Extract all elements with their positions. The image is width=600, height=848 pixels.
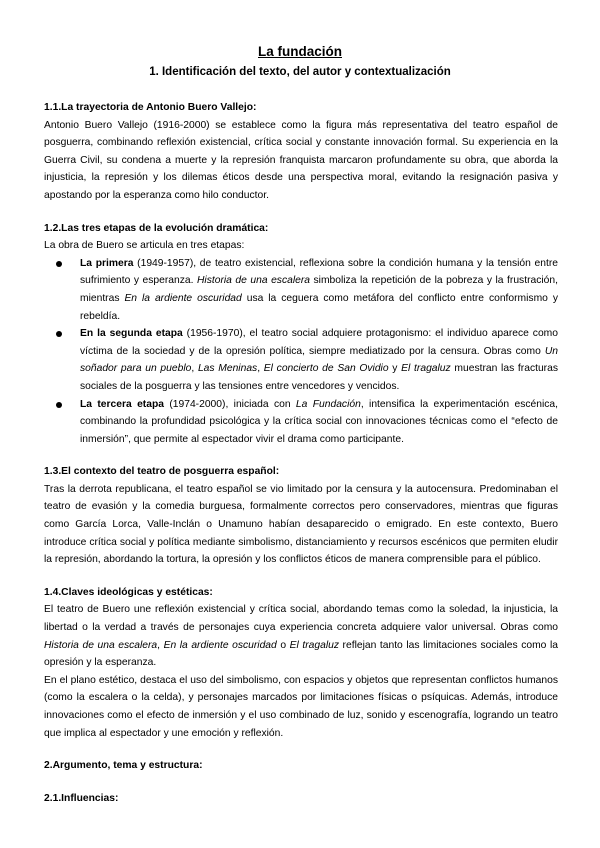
- section-heading-contexto: 1.3.El contexto del teatro de posguerra español:: [44, 466, 280, 478]
- bullet-icon: [56, 402, 62, 408]
- paragraph-contexto: Tras la derrota republicana, el teatro español se vio limitado por la censura y la autocensura. Predominaban el teatro de evasión y la comedia burguesa, formalmente correctos pero conservadores, mientras que figuras como García Lorca, Valle-Inclán o Unamuno habían desaparecido o emigrado. En este contexto, Buero introduce crítica social y política mediante simbolismo, distanciamiento y recursos escénicos que permiten eludir la represión, abordando la tortura, la opresión y los conflictos éticos de manera comprensible para el público.: [44, 483, 558, 566]
- section-heading-etapas: 1.2.Las tres etapas de la evolución dramática:: [44, 222, 269, 234]
- page-title: La fundación: [258, 44, 342, 59]
- section-heading-argumento: 2.Argumento, tema y estructura:: [44, 760, 203, 772]
- bullet-icon: [56, 331, 62, 337]
- paragraph-claves-2: En el plano estético, destaca el uso del simbolismo, con espacios y objetos que representan conflictos humanos (como la escalera o la celda), y personajes marcados por limitaciones físicas o psíquicas. Además, introduce innovaciones como el efecto de inmersión y el uso combinado de luz, sonido y escenografía, logrando un teatro que implica al espectador y une emoción y reflexión.: [44, 674, 558, 739]
- list-item: La tercera etapa (1974-2000), iniciada con La Fundación, intensifica la experimentación escénica, combinando la profundidad psicológica y la crítica social con innovaciones técnicas como el “efecto de inmersión”, que permite al espectador vivir el drama como participante.: [80, 396, 558, 449]
- page-subtitle: 1. Identificación del texto, del autor y contextualización: [149, 66, 451, 78]
- bullet-icon: [56, 261, 62, 267]
- list-item: En la segunda etapa (1956-1970), el teatro social adquiere protagonismo: el individuo aparece como víctima de la sociedad y de la opresión política, siempre mediatizado por la censura. Obras como Un soñador para un pueblo, Las Meninas, El concierto de San Ovidio y El tragaluz muestran las fracturas sociales de la posguerra y las tensiones entre vencedores y vencidos.: [80, 325, 558, 395]
- etapas-list: [44, 255, 558, 449]
- list-item: La primera (1949-1957), de teatro existencial, reflexiona sobre la condición humana y la tensión entre sufrimiento y esperanza. Historia de una escalera simboliza la repetición de la pobreza y la frustración, mientras En la ardiente oscuridad usa la ceguera como metáfora del conflicto entre conformismo y rebeldía.: [80, 255, 558, 325]
- paragraph-etapas-intro: La obra de Buero se articula en tres etapas:: [44, 240, 245, 252]
- document-body: [44, 99, 558, 807]
- paragraph-claves-1: El teatro de Buero une reflexión existencial y crítica social, abordando temas como la soledad, la injusticia, la libertad o la verdad a través de personajes cuya experiencia concreta adquiere valor universal. Obras como Historia de una escalera, En la ardiente oscuridad o El tragaluz reflejan tanto las limitaciones sociales como la opresión y la esperanza.: [44, 604, 558, 669]
- section-heading-trayectoria: 1.1.La trayectoria de Antonio Buero Vallejo:: [44, 102, 257, 113]
- paragraph-trayectoria: Antonio Buero Vallejo (1916-2000) se establece como la figura más representativa del teatro español de posguerra, combinando reflexión existencial, crítica social y constante innovación formal. Su experiencia en la Guerra Civil, su condena a muerte y la represión franquista marcaron profundamente su obra, que aborda la injusticia, la represión y los dilemas éticos desde una perspectiva moral, evitando la resignación pasiva y apostando por la esperanza como hilo conductor.: [44, 119, 558, 201]
- section-heading-influencias: 2.1.Influencias:: [44, 792, 119, 804]
- section-heading-claves: 1.4.Claves ideológicas y estéticas:: [44, 586, 213, 598]
